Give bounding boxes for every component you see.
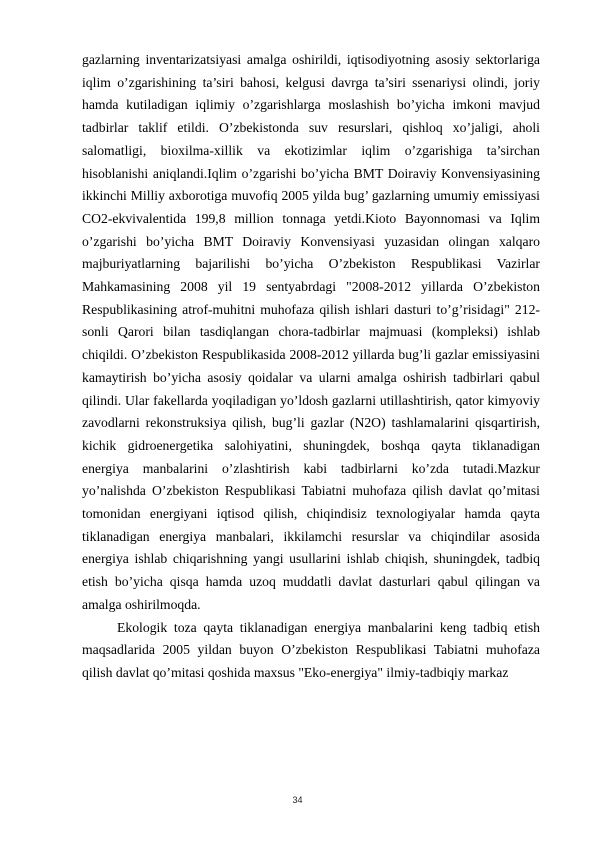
paragraph-1: gazlarning inventarizatsiyasi amalga oshirildi, iqtisodiyotning asosiy sektorlariga iqlim o’zgarishining ta’siri bahosi, kelgusi davrga ta’siri ssenariysi olindi, joriy hamda kutiladigan iqlimiy o’zgarishlarga moslashish bo’yicha imkoni mavjud tadbirlar taklif etildi. O’zbekistonda suv resurslari, qishloq xo’jaligi, aholi salomatligi, bioxilma-xillik va ekotizimlar iqlim o’zgarishiga ta’sirchan hisoblanishi aniqlandi.Iqlim o’zgarishi bo’yicha BMT Doiraviy Konvensiyasining ikkinchi Milliy axborotiga muvofiq 2005 yilda bug’ gazlarning umumiy emissiyasi CO2-ekvivalentida 199,8 million tonnaga yetdi.Kioto Bayonnomasi va Iqlim o’zgarishi bo’yicha BMT Doiraviy Konvensiyasi yuzasidan olingan xalqaro majburiyatlarning bajarilishi bo’yicha O’zbekiston Respublikasi Vazirlar Mahkamasining 2008 yil 19 sentyabrdagi "2008-2012 yillarda O’zbekiston Respublikasining atrof-muhitni muhofaza qilish ishlari dasturi to’g’risidagi" 212-sonli Qarori bilan tasdiqlangan chora-tadbirlar majmuasi (kompleksi) ishlab chiqildi. O’zbekiston Respublikasida 2008-2012 yillarda bug’li gazlar emissiyasini kamaytirish bo’yicha asosiy qoidalar va ularni amalga oshirish tadbirlari qabul qilindi. Ular fakellarda yoqiladigan yo’ldosh gazlarni utillashtirish, qator kimyoviy zavodlarni rekonstruksiya qilish, bug’li gazlar (N2O) tashlamalarini qisqartirish, kichik gidroenergetika salohiyatini, shuningdek, boshqa qayta tiklanadigan energiya manbalarini o’zlashtirish kabi tadbirlarni ko’zda tutadi.Mazkur yo’nalishda O’zbekiston Respublikasi Tabiatni muhofaza qilish davlat qo’mitasi tomonidan energiyani iqtisod qilish, chiqindisiz texnologiyalar hamda qayta tiklanadigan energiya manbalari, ikkilamchi resurslar va chiqindilar asosida energiya ishlab chiqarishning yangi usullarini ishlab chiqish, shuningdek, tadbiq etish bo’yicha qisqa hamda uzoq muddatli davlat dasturlari qabul qilingan va amalga oshirilmoqda. [82,52,540,612]
paragraph-2: Ekologik toza qayta tiklanadigan energiya manbalarini keng tadbiq etish maqsadlarida 2005 yildan buyon O’zbekiston Respublikasi Tabiatni muhofaza qilish davlat qo’mitasi qoshida maxsus "Eko-energiya" ilmiy-tadbiqiy markaz [82,619,540,680]
page-number: 34 [292,795,303,805]
body-text [82,49,540,685]
